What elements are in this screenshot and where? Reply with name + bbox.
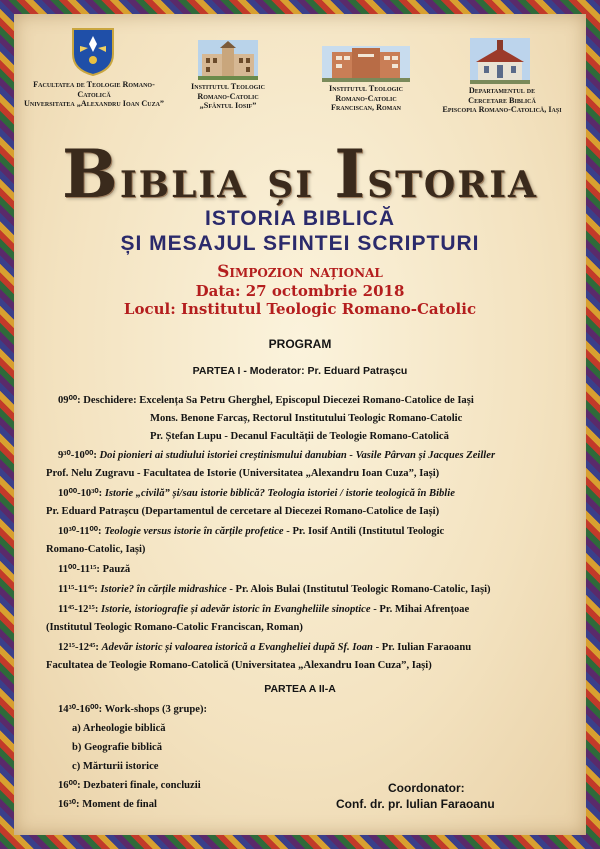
workshop-c-text: c) Mărturii istorice: [72, 761, 159, 772]
talk-1: [58, 449, 495, 463]
workshop-a: [72, 722, 166, 736]
talk-4: [58, 583, 491, 597]
event-date: Data: 27 octombrie 2018: [195, 282, 405, 300]
workshops-text: 14³⁰-16⁰⁰: Work-shops (3 grupe):: [58, 704, 208, 715]
line-rector: [150, 412, 462, 426]
institution-1-line-1: Facultatea de Teologie Romano-Catolică: [33, 80, 155, 99]
talk-6: [58, 641, 471, 655]
institution-3-line-1: Institutul Teologic: [329, 84, 403, 93]
talk-5-affiliation-text: (Institutul Teologic Romano-Catolic Franciscan, Roman): [46, 622, 303, 633]
talk-5: [58, 603, 469, 617]
talk-2-speaker: [46, 505, 439, 519]
institution-2-line-1: Institutul Teologic: [191, 82, 265, 91]
subtitle-line-1: ISTORIA BIBLICĂ: [204, 207, 395, 230]
workshop-b-text: b) Geografie biblică: [72, 742, 163, 753]
institution-1: [20, 80, 168, 109]
title-word-si: și: [267, 149, 335, 210]
talk-1-time: 9³⁰-10⁰⁰:: [58, 450, 100, 461]
institution-3-line-2: Romano-Catolic: [335, 93, 397, 103]
part-1-heading: PARTEA I - Moderator: Pr. Eduard Patrașcu: [192, 365, 408, 377]
closing-text: 16³⁰: Moment de final: [58, 799, 157, 810]
program-heading: PROGRAM: [268, 337, 332, 351]
closing: [58, 798, 157, 812]
break-text: 11⁰⁰-11¹⁵: Pauză: [58, 564, 131, 575]
talk-2: [58, 487, 455, 501]
talk-1-speaker-text: Prof. Nelu Zugravu - Facultatea de Istorie (Universitatea „Alexandru Ioan Cuza”, Iași): [46, 468, 440, 479]
talk-3-affiliation: [46, 543, 145, 557]
talk-1-speaker: [46, 467, 439, 481]
institution-2-line-2: Romano-Catolic: [197, 91, 259, 101]
talk-2-time: 10⁰⁰-10³⁰:: [58, 488, 105, 499]
workshop-a-text: a) Arheologie biblică: [72, 723, 166, 734]
break: [58, 563, 130, 577]
institution-4-line-3: Episcopia Romano-Catolică, Iași: [442, 105, 562, 114]
workshop-c: [72, 760, 158, 774]
institution-4-line-1: Departamentul de: [468, 86, 536, 95]
coordinator-label: Coordonator:: [388, 781, 465, 795]
talk-6-title: Adevăr istoric și valoarea istorică a Evangheliei după Sf. Ioan: [101, 642, 373, 653]
line-opening: [58, 394, 474, 408]
event-place: Locul: Institutul Teologic Romano-Catolic: [123, 300, 477, 318]
part-2-heading: PARTEA A II-A: [264, 683, 336, 695]
subtitle-line-2: ȘI MESAJUL SFINTEI SCRIPTURI: [120, 232, 480, 255]
talk-4-speaker: - Pr. Alois Bulai (Institutul Teologic Romano-Catolic, Iași): [226, 584, 491, 595]
coordinator-name: Conf. dr. pr. Iulian Faraoanu: [336, 797, 495, 811]
talk-3: [58, 525, 444, 539]
title-initial-b: B: [62, 135, 120, 213]
talk-6-time: 12¹⁵-12⁴⁵:: [58, 642, 102, 653]
institution-2-line-3: „Sfântul Iosif”: [199, 101, 257, 110]
institution-2: [180, 82, 276, 111]
line-opening-text: 09⁰⁰: Deschidere: Excelența Sa Petru Gherghel, Episcopul Diecezei Romano-Catolice de Iași: [58, 395, 474, 406]
talk-2-speaker-text: Pr. Eduard Patrașcu (Departamentul de cercetare al Diecezei Romano-Catolice de Iași): [46, 506, 440, 517]
institution-4-line-2: Cercetare Biblică: [468, 95, 536, 105]
seminary-building-image: [198, 40, 258, 80]
talk-5-time: 11⁴⁵-12¹⁵:: [58, 604, 102, 615]
institution-3-line-3: Franciscan, Roman: [330, 103, 401, 112]
talk-3-title: Teologie versus istorie în cărțile profetice: [104, 526, 284, 537]
university-crest-icon: [70, 26, 116, 76]
institution-3: [314, 84, 418, 113]
talk-5-title: Istorie, istoriografie și adevăr istoric în Evangheliile sinoptice: [101, 604, 371, 615]
event-type: Simpozion național: [217, 262, 383, 282]
talk-4-title: Istorie? în cărțile midrashice: [100, 584, 227, 595]
institution-4: [440, 86, 564, 115]
talk-6-affiliation-text: Facultatea de Teologie Romano-Catolică (Universitatea „Alexandru Ioan Cuza”, Iași): [46, 660, 432, 671]
cathedral-building-image: [470, 38, 530, 84]
title-word-biblia: iblia: [119, 149, 268, 210]
workshops: [58, 703, 207, 717]
talk-3-time: 10³⁰-11⁰⁰:: [58, 526, 105, 537]
title-initial-i: I: [334, 135, 368, 213]
talk-6-affiliation: [46, 659, 432, 673]
talk-1-title: Doi pionieri ai studiului istoriei creștinismului danubian - Vasile Pârvan și Jacques Zeiller: [99, 450, 496, 461]
talk-3-speaker: - Pr. Iosif Antili (Institutul Teologic: [283, 526, 445, 537]
talk-3-affiliation-text: Romano-Catolic, Iași): [46, 544, 146, 555]
final-debate: [58, 779, 201, 793]
talk-2-title: Istorie „civilă” și/sau istorie biblică? Teologia istoriei / istorie teologică în Biblie: [104, 488, 455, 499]
talk-5-affiliation: [46, 621, 303, 635]
talk-4-time: 11¹⁵-11⁴⁵:: [58, 584, 101, 595]
title-word-istoria: storia: [367, 149, 538, 210]
line-rector-text: Mons. Benone Farcaș, Rectorul Institutului Teologic Romano-Catolic: [150, 413, 463, 424]
talk-6-speaker: - Pr. Iulian Faraoanu: [372, 642, 472, 653]
poster-title: [0, 135, 600, 213]
workshop-b: [72, 741, 162, 755]
institution-1-line-2: Universitatea „Alexandru Ioan Cuza”: [23, 99, 165, 108]
franciscan-building-image: [322, 46, 410, 82]
line-dean: [150, 430, 449, 444]
line-dean-text: Pr. Ștefan Lupu - Decanul Facultății de Teologie Romano-Catolică: [150, 431, 449, 442]
final-debate-text: 16⁰⁰: Dezbateri finale, concluzii: [58, 780, 201, 791]
talk-5-speaker: - Pr. Mihai Afrențoae: [370, 604, 470, 615]
